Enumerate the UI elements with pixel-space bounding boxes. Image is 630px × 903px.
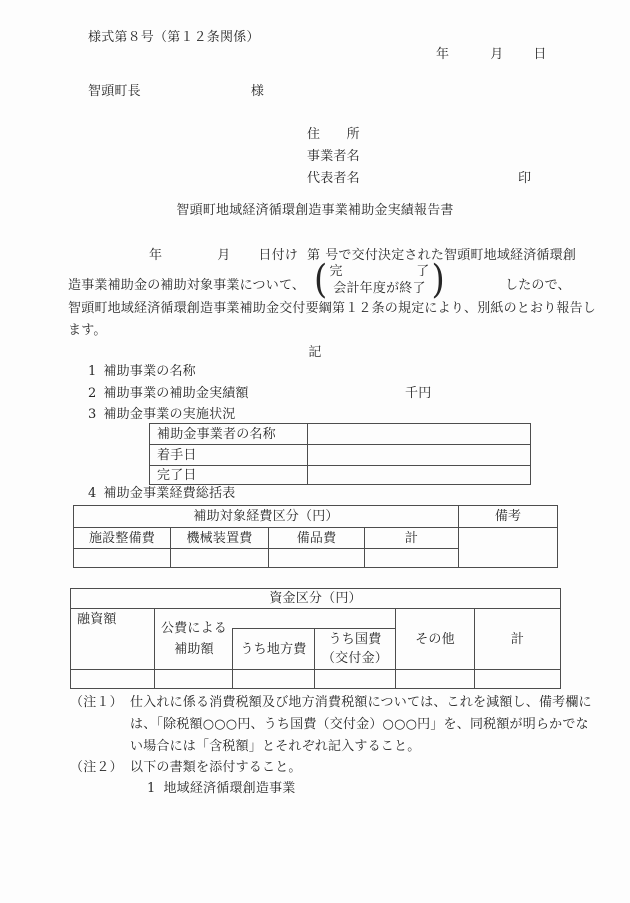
open-paren: (	[314, 257, 328, 303]
fund-national-share-label: うち国費 （交付金）	[315, 628, 395, 669]
opening-year-label: 年	[149, 248, 163, 263]
expense-header: 補助対象経費区分（円）	[74, 506, 459, 528]
opening-dated-label: 日付け	[258, 248, 299, 263]
note1-label: （注１）	[70, 695, 123, 710]
date-year-label: 年	[436, 47, 450, 62]
opening-line3: 智頭町地域経済循環創造事業補助金交付要綱第１２条の規定により、別紙のとおり報告し	[68, 301, 597, 316]
item-2-label: 補助事業の補助金実績額	[103, 386, 249, 401]
item-3-no: 3	[88, 407, 97, 422]
expense-remarks-header: 備考	[459, 506, 558, 528]
status-row-start-date-value	[308, 445, 531, 466]
document-title: 智頭町地域経済循環創造事業補助金実績報告書	[176, 203, 454, 218]
expense-value-equipment	[269, 549, 365, 568]
fund-header: 資金区分（円）	[71, 589, 561, 609]
fund-loan-label: 融資額	[71, 609, 155, 670]
status-row-business-name-value	[308, 424, 531, 445]
item-4-no: 4	[88, 486, 97, 501]
date-line	[436, 47, 547, 62]
signer-representative-label: 代表者名	[307, 171, 360, 186]
opening-line4: ます。	[68, 323, 107, 338]
option-fiscal-year-ended: 会計年度が終了	[333, 281, 426, 296]
status-row-completion-date-value	[308, 466, 531, 485]
addressee	[88, 84, 264, 99]
option-completed-left: 完	[329, 264, 343, 279]
seal-mark: 印	[518, 171, 532, 186]
item-1-label: 補助事業の名称	[103, 364, 196, 379]
expense-col-facility: 施設整備費	[74, 528, 171, 549]
note2-label: （注２）	[70, 760, 123, 775]
expense-value-facility	[74, 549, 171, 568]
expense-table	[73, 505, 558, 568]
addressee-name: 智頭町長	[88, 84, 141, 99]
fund-loan-value	[71, 670, 155, 689]
signer-business-name-label: 事業者名	[307, 149, 360, 164]
expense-value-machinery	[171, 549, 269, 568]
note2-text: 以下の書類を添付すること。	[130, 760, 302, 775]
status-row-business-name-label: 補助金事業者の名称	[150, 424, 308, 445]
form-number: 様式第８号（第１２条関係）	[88, 30, 260, 45]
expense-col-total: 計	[365, 528, 459, 549]
ki-heading: 記	[308, 345, 322, 360]
expense-value-total	[365, 549, 459, 568]
fund-total-label: 計	[475, 609, 561, 670]
opening-line2-prefix: 造事業補助金の補助対象事業について、	[68, 278, 306, 293]
item-2-no: 2	[88, 386, 97, 401]
item-2-unit: 千円	[405, 386, 432, 401]
fund-table	[70, 588, 561, 689]
fund-public-subsidy-label: 公費による 補助額	[160, 621, 227, 657]
expense-col-equipment: 備品費	[269, 528, 365, 549]
fund-local-share-label: うち地方費	[232, 628, 315, 669]
opening-no-prefix: 第	[307, 248, 321, 263]
opening-line2-suffix: したので、	[505, 278, 571, 293]
attachment-text: 地域経済循環創造事業	[163, 781, 296, 796]
expense-col-machinery: 機械装置費	[171, 528, 269, 549]
fund-local-share-value	[233, 670, 315, 689]
note1-line1: 仕入れに係る消費税額及び地方消費税額については、これを減額し、備考欄に	[130, 695, 592, 710]
fund-national-share-value	[315, 670, 396, 689]
opening-line1-rest: 号で交付決定された智頭町地域経済循環創	[325, 248, 577, 263]
note1-line2: は、「除税額○○○円、うち国費（交付金）○○○円」を、同税額が明らかでな	[130, 717, 589, 732]
attachment-no: 1	[147, 781, 156, 796]
opening-line1	[149, 248, 576, 263]
date-month-label: 月	[490, 47, 504, 62]
signer-address-label: 住 所	[307, 127, 360, 142]
fund-public-subsidy-value	[155, 670, 233, 689]
addressee-honorific: 様	[250, 84, 265, 99]
status-row-start-date-label: 着手日	[150, 445, 308, 466]
note1-line3: い場合には「含税額」とそれぞれ記入すること。	[130, 739, 421, 754]
option-completed-right: 了	[416, 264, 430, 279]
status-table	[149, 423, 531, 485]
fund-other-value	[396, 670, 475, 689]
completion-options	[314, 257, 445, 303]
expense-remarks-value	[459, 528, 558, 568]
item-1	[88, 364, 196, 379]
date-day-label: 日	[533, 47, 547, 62]
attachment-item	[147, 781, 296, 796]
item-3-label: 補助金事業の実施状況	[103, 407, 236, 422]
item-1-no: 1	[88, 364, 97, 379]
fund-other-label: その他	[396, 609, 475, 670]
close-paren: )	[431, 257, 445, 303]
item-4-label: 補助金事業経費総括表	[103, 486, 236, 501]
fund-public-subsidy-cell	[155, 609, 396, 670]
status-row-completion-date-label: 完了日	[150, 466, 308, 485]
opening-month-label: 月	[217, 248, 231, 263]
item-2	[88, 386, 249, 401]
item-3	[88, 407, 236, 422]
item-4	[88, 486, 236, 501]
fund-total-value	[475, 670, 561, 689]
